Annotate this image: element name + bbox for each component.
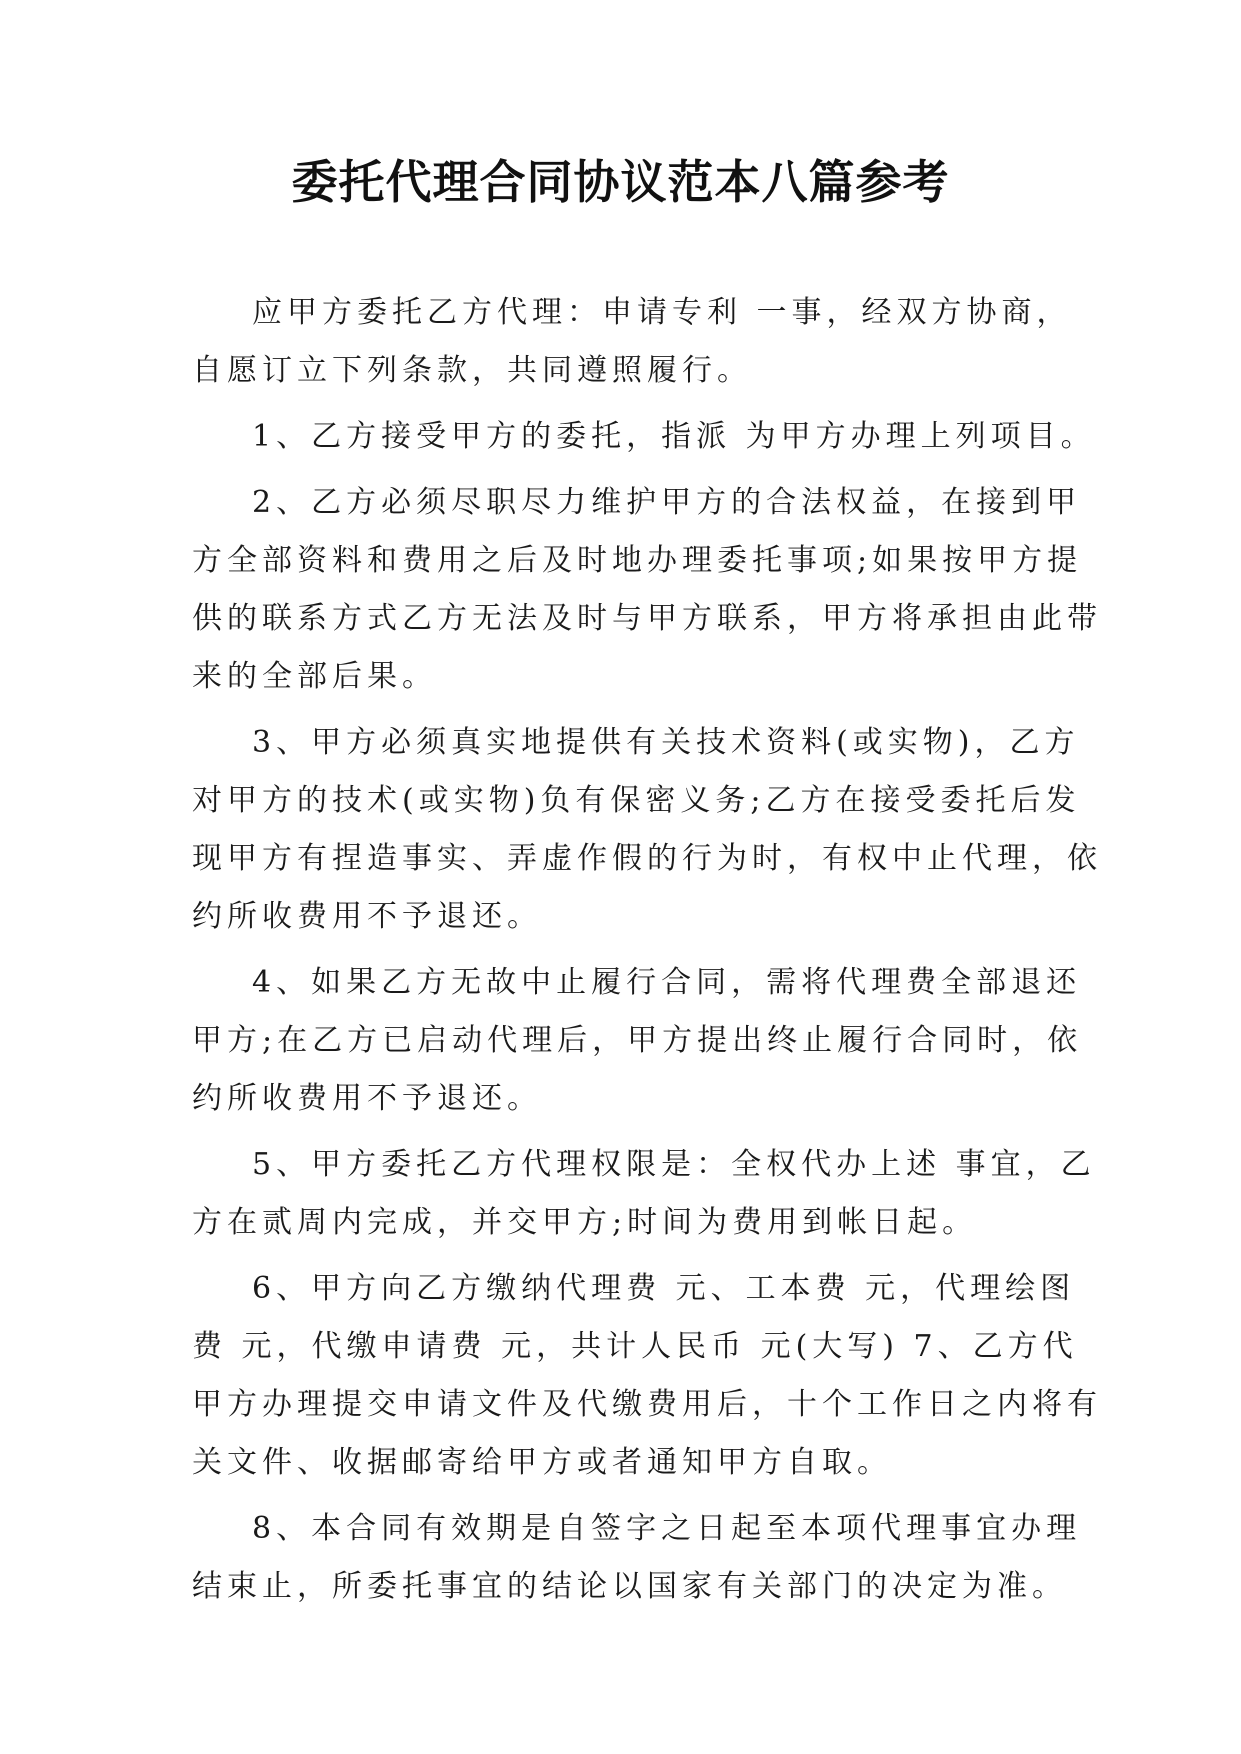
paragraph-line: 费 元，代缴申请费 元，共计人民币 元(大写) 7、乙方代 <box>192 1329 1078 1364</box>
paragraph-line: 约所收费用不予退还。 <box>192 899 542 934</box>
clause-3 <box>192 714 1102 946</box>
clause-5 <box>192 1136 1096 1252</box>
clause-1 <box>192 408 1096 466</box>
paragraph-line: 方全部资料和费用之后及时地办理委托事项;如果按甲方提 <box>192 543 1083 578</box>
paragraph-line: 来的全部后果。 <box>192 659 437 694</box>
paragraph-line: 约所收费用不予退还。 <box>192 1081 542 1116</box>
paragraph-line: 关文件、收据邮寄给甲方或者通知甲方自取。 <box>192 1445 892 1480</box>
paragraph-line: 8、本合同有效期是自签字之日起至本项代理事宜办理 <box>252 1511 1082 1546</box>
clause-8 <box>192 1500 1082 1616</box>
paragraph-line: 现甲方有捏造事实、弄虚作假的行为时，有权中止代理，依 <box>192 841 1102 876</box>
clause-2 <box>192 474 1102 706</box>
clause-6-7 <box>192 1260 1102 1492</box>
document-body <box>192 284 1102 1624</box>
paragraph-line: 对甲方的技术(或实物)负有保密义务;乙方在接受委托后发 <box>192 783 1081 818</box>
paragraph-line: 方在贰周内完成，并交甲方;时间为费用到帐日起。 <box>192 1205 978 1240</box>
paragraph-line: 2、乙方必须尽职尽力维护甲方的合法权益，在接到甲 <box>252 485 1082 520</box>
paragraph-line: 6、甲方向乙方缴纳代理费 元、工本费 元，代理绘图 <box>252 1271 1076 1306</box>
paragraph-line: 自愿订立下列条款，共同遵照履行。 <box>192 353 752 388</box>
paragraph-line: 3、甲方必须真实地提供有关技术资料(或实物)，乙方 <box>252 725 1080 760</box>
paragraph-line: 甲方办理提交申请文件及代缴费用后，十个工作日之内将有 <box>192 1387 1102 1422</box>
paragraph-intro <box>192 284 1072 400</box>
paragraph-line: 供的联系方式乙方无法及时与甲方联系，甲方将承担由此带 <box>192 601 1102 636</box>
paragraph-line: 5、甲方委托乙方代理权限是：全权代办上述 事宜，乙 <box>252 1147 1096 1182</box>
paragraph-line: 结束止，所委托事宜的结论以国家有关部门的决定为准。 <box>192 1569 1067 1604</box>
paragraph-line: 甲方;在乙方已启动代理后，甲方提出终止履行合同时，依 <box>192 1023 1083 1058</box>
paragraph-line: 4、如果乙方无故中止履行合同，需将代理费全部退还 <box>252 965 1082 1000</box>
paragraph-line: 应甲方委托乙方代理：申请专利 一事，经双方协商， <box>252 295 1072 330</box>
paragraph-line: 1、乙方接受甲方的委托，指派 为甲方办理上列项目。 <box>252 419 1096 454</box>
clause-4 <box>192 954 1083 1128</box>
document-title: 委托代理合同协议范本八篇参考 <box>291 155 950 209</box>
